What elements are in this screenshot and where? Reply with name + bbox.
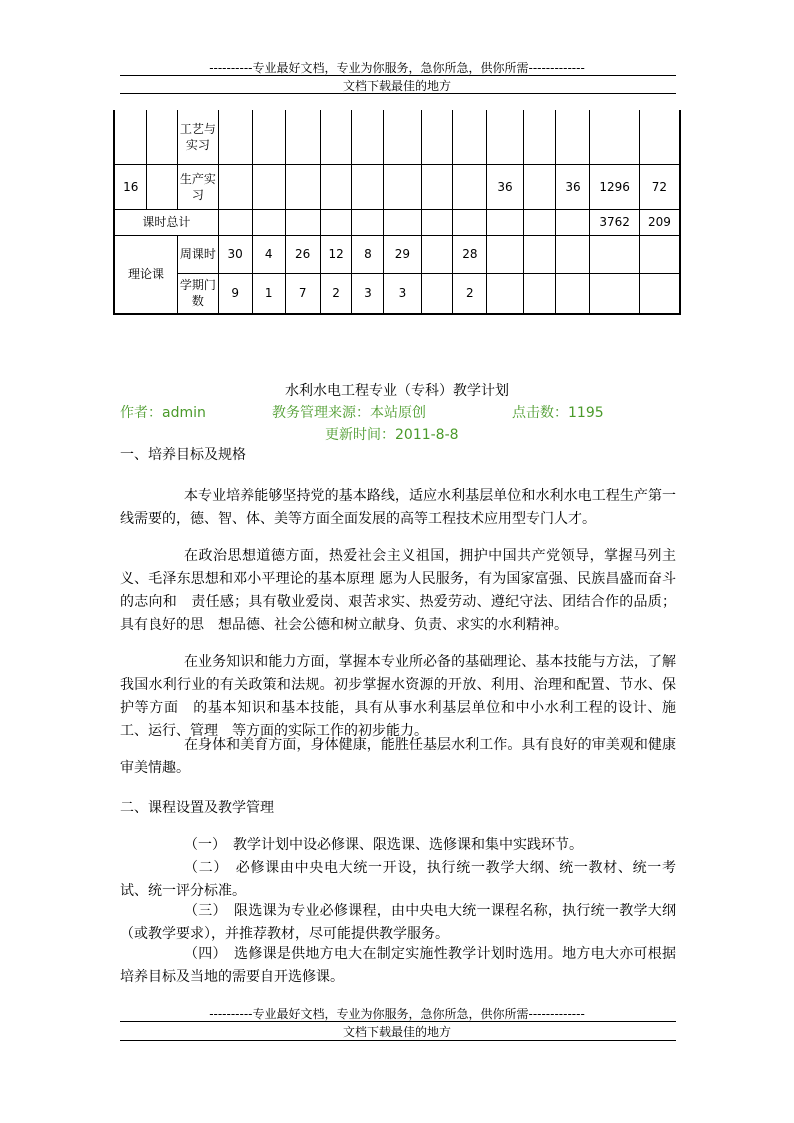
cell-value: 1 (252, 273, 285, 314)
cell-value: 4 (252, 235, 285, 273)
table-row-production (114, 164, 680, 209)
cell-value: 2 (453, 273, 487, 314)
cell-value: 12 (320, 235, 352, 273)
cell-value: 8 (352, 235, 384, 273)
footer-rule (120, 1021, 676, 1022)
cell-value: 2 (320, 273, 352, 314)
row-label-craft: 工艺与实习 (178, 110, 219, 164)
cell-value (421, 235, 453, 273)
cell-value: 36 (487, 164, 523, 209)
update-time: 更新时间：2011-8-8 (325, 427, 459, 443)
cell-total-hours: 3762 (590, 209, 639, 235)
cell-value: 30 (218, 235, 252, 273)
course-table (113, 110, 681, 315)
table-row-term (114, 273, 680, 314)
row-label-production: 生产实习 (178, 164, 219, 209)
cell-total-credits: 72 (639, 164, 680, 209)
table-row-total (114, 209, 680, 235)
header-subtitle: 文档下载最佳的地方 (342, 79, 451, 93)
list-item: （二） 必修课由中央电大统一开设，执行统一教学大纲、统一教材、统一考试、统一评分标准。 (120, 860, 676, 899)
list-item: （三） 限选课为专业必修课程，由中央电大统一课程名称，执行统一教学大纲（或教学要求），并推荐教材，尽可能提供教学服务。 (120, 903, 676, 942)
section-heading-1: 一、培养目标及规格 (120, 447, 246, 463)
row-label-weekly: 周课时 (178, 235, 219, 273)
list-item: （一） 教学计划中设必修课、限选课、选修课和集中实践环节。 (184, 837, 583, 853)
paragraph: 在身体和美育方面，身体健康，能胜任基层水利工作。具有良好的审美观和健康审美情趣。 (120, 737, 676, 776)
document-title: 水利水电工程专业（专科）教学计划 (285, 383, 509, 399)
source-label: 教务管理来源：本站原创 (272, 405, 426, 421)
cell-total-hours: 1296 (590, 164, 639, 209)
cell-value (421, 273, 453, 314)
footer-subtitle: 文档下载最佳的地方 (342, 1025, 451, 1039)
row-number: 16 (114, 164, 147, 209)
footer-slogan: ----------专业最好文档，专业为你服务，急你所急，供你所需------------- (209, 1007, 585, 1021)
header-rule (120, 75, 676, 76)
table-row-craft (114, 110, 680, 164)
paragraph: 本专业培养能够坚持党的基本路线，适应水利基层单位和水利水电工程生产第一线需要的，德、智、体、美等方面全面发展的高等工程技术应用型专门人才。 (120, 488, 676, 527)
cell-value: 7 (285, 273, 320, 314)
cell-value: 26 (285, 235, 320, 273)
cell-value: 29 (384, 235, 421, 273)
header-slogan: ----------专业最好文档，专业为你服务，急你所急，供你所需------------- (209, 61, 585, 75)
row-label-term: 学期门数 (178, 273, 219, 314)
footer-rule-bottom (120, 1040, 676, 1041)
row-label-theory: 理论课 (114, 235, 178, 314)
paragraph: 在业务知识和能力方面，掌握本专业所必备的基础理论、基本技能与方法，了解我国水利行业的有关政策和法规。初步掌握水资源的开放、利用、治理和配置、节水、保护等方面 的基本知识和基本技能，具有从事水利基层单位和中小水利工程的设计、施工、运行、管理 等方面的实际工作的初步能力。 (120, 654, 676, 739)
cell-value: 36 (556, 164, 590, 209)
cell-value: 3 (384, 273, 421, 314)
cell-value: 3 (352, 273, 384, 314)
header-rule-bottom (120, 93, 676, 94)
author-link[interactable]: 作者：admin (120, 405, 206, 421)
row-label-total: 课时总计 (114, 209, 218, 235)
paragraph: 在政治思想道德方面，热爱社会主义祖国，拥护中国共产党领导，掌握马列主义、毛泽东思想和邓小平理论的基本原理 愿为人民服务，有为国家富强、民族昌盛而奋斗的志向和 责任感；具有敬业爱岗、艰苦求实、热爱劳动、遵纪守法、团结合作的品质；具有良好的思 想品德、社会公德和树立献身、负责、求实的水利精神。 (120, 548, 676, 633)
list-item: （四） 选修课是供地方电大在制定实施性教学计划时选用。地方电大亦可根据培养目标及当地的需要自开选修课。 (120, 946, 676, 985)
cell-total-credits: 209 (639, 209, 680, 235)
table-row-weekly (114, 235, 680, 273)
cell-value: 28 (453, 235, 487, 273)
click-count: 点击数：1195 (512, 405, 604, 421)
section-heading-2: 二、课程设置及教学管理 (120, 800, 274, 816)
cell-value: 9 (218, 273, 252, 314)
